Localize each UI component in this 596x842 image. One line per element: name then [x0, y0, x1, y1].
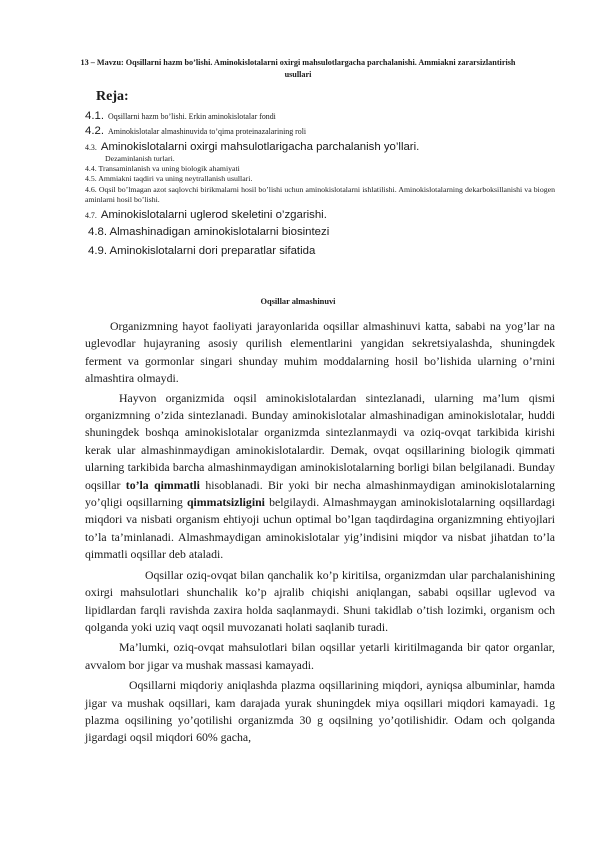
plan-item-continuation: Dezaminlanish turlari. — [105, 154, 175, 163]
plan-item — [85, 122, 555, 137]
body-text — [85, 318, 555, 747]
plan-item: 4.5. Ammiakni taqdiri va uning neytrallanish usullari. — [85, 174, 253, 184]
text-run: belgilaydi. Almashmaygan aminokislotalarning oqsillardagi miqdori va nisbati organism ehtiyoji uchun optimal bo’lgan taqdirdagina organizmning ehtiyojlari to’la ta’minlanadi. Almashmaydigan aminokislotalar yig’indisini miqdor va nisbat jihatdan to’la qimmatli oqsillar deb ataladi. — [85, 495, 555, 562]
paragraph: Oqsillar oziq-ovqat bilan qanchalik ko’p kiritilsa, organizmdan ular parchalanishining oxirgi mahsulotlari shunchalik ko’p ajralib chiqishi aniqlangan, sababi oqsillar uglevod va lipidlardan farqli ravishda zaxira holda saqlanmaydi. Shuni takidlab o’tish lozimki, organism och qolganda yoki uziq vaqt oqsil muvozanati holati saqlanib turadi. — [85, 567, 555, 634]
paragraph — [85, 390, 555, 564]
plan-item: 4.9. Aminokislotalarni dori preparatlar sifatida — [88, 245, 316, 258]
plan-item: 4.8. Almashinadigan aminokislotalarni biosintezi — [88, 226, 330, 239]
plan-item-text: Aminokislotalarni oxirgi mahsulotlarigacha parchalanish yo’llari. — [100, 141, 420, 153]
paragraph: Oqsillarni miqdoriy aniqlashda plazma oqsillarining miqdori, ayniqsa albuminlar, hamda jigar va mushak oqsillari, kam darajada yurak shuningdek miya oqsillari miqdori kamayadi. 1g plazma oqsilining yo’qotilishi organizmda 30 g oqsilning yo’qotilishidir. Odam och qolganda jigardagi oqsil miqdori 60% gacha, — [85, 678, 555, 745]
plan-item-text: Oqsillarni hazm bo’lishi. Erkin aminokislotalar fondi — [108, 112, 276, 121]
plan-heading: Reja: — [96, 89, 129, 104]
emphasis-text: to’la qimmatli — [125, 477, 200, 492]
plan-item-number: 4.3. — [85, 143, 97, 152]
emphasis-text: qimmatsizligini — [186, 495, 265, 510]
section-title: Oqsillar almashinuvi — [260, 297, 336, 306]
paragraph: Ma’lumki, oziq-ovqat mahsulotlari bilan oqsillar yetarli kiritilmaganda bir qator organlar, avvalom bor jigar va mushak massasi kamayadi. — [85, 640, 555, 672]
plan-item-text: Aminokislotalarni uglerod skeletini o’zgarishi. — [100, 209, 327, 222]
text-run: hisoblanadi. Bir yoki bir necha almashinmaydigan aminokislotalarning yo’qligi oqsillarning — [85, 477, 556, 510]
text-run: Hayvon organizmida oqsil aminokislotalardan sintezlanadi, ularning ma’lum qismi organizmning o’zida sintezlanadi. Bunday aminokislotalar almashinadigan aminokislotalar, huddi shuningdek boshqa aminokislotalar organizmda sintezlanmaydi va oziq-ovqat tarkibida kirishi kerak ular almashinmaydigan aminokislotalardir. Demak, ovqat oqsillarining biologik qimmati ularning tarkibida barcha almashinmaydigan aminokislotalarning borligi bilan belgilanadi. Bunday oqsillar — [85, 390, 555, 492]
plan-item-text: Aminokislotalar almashinuvida to’qima proteinazalarining roli — [108, 127, 307, 136]
plan-item — [85, 107, 555, 122]
plan-item-number: 4.2. — [85, 125, 104, 137]
plan-item: 4.4. Transaminlanish va uning biologik ahamiyati — [85, 164, 240, 174]
plan-item — [85, 137, 555, 154]
plan-list — [85, 107, 555, 261]
plan-item-number: 4.7. — [85, 211, 97, 221]
page-title: 13 – Mavzu: Oqsillarni hazm bo’lishi. Aminokislotalarni oxirgi mahsulotlargacha parchalanishi. Ammiakni zararsizlantirish usullari — [80, 58, 516, 79]
plan-item — [85, 205, 555, 223]
plan-item-number: 4.1. — [85, 110, 104, 122]
plan-item: 4.6. Oqsil bo’lmagan azot saqlovchi birikmalarni hosil bo’lishi uchun aminokislotalarni ishlatilishi. Aminokislotalarning dekarboksillanishi va biogen aminlarni hosil bo’lishi. — [85, 184, 555, 204]
paragraph: Organizmning hayot faoliyati jarayonlarida oqsillar almashinuvi katta, sababi na yog’lar na uglevodlar hujayraning asosiy qurilish elementlarini yangidan sekretsiyalashda, shuningdek ferment va gormonlar singari shunday muhim moddalarning hosil bo’lishida ularning o’rnini almashtira olmaydi. — [85, 319, 555, 386]
